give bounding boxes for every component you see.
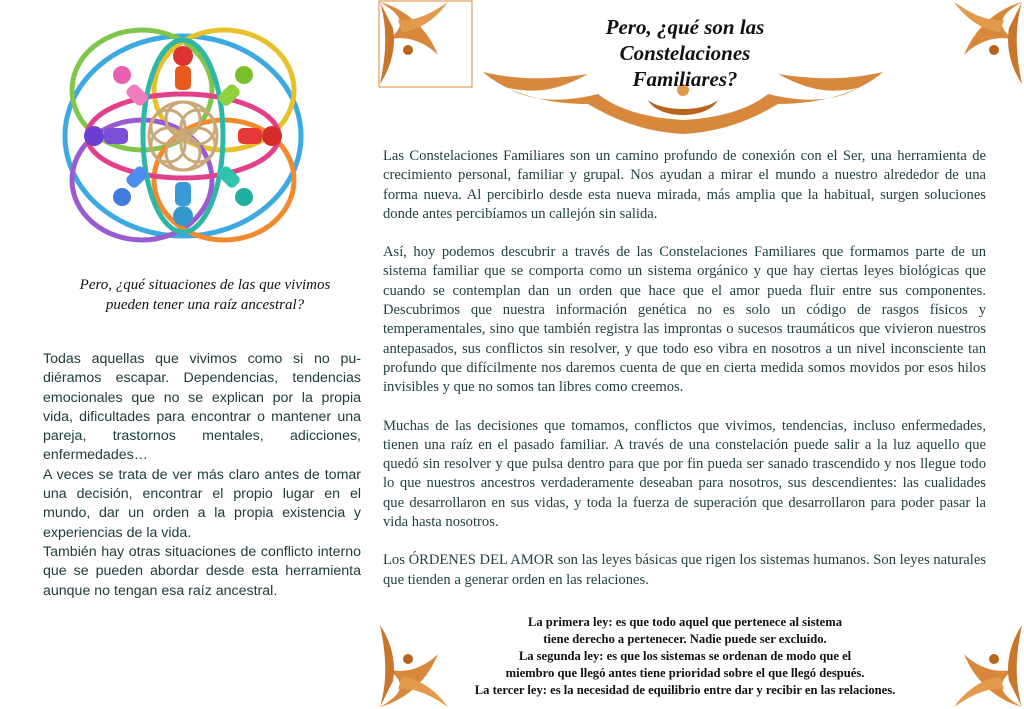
corner-ornament-top-left: [378, 0, 473, 88]
title-line-3: Familiares?: [632, 67, 738, 91]
corner-ornament-top-right: [930, 0, 1024, 88]
law-line-3: La segunda ley: es que los sistemas se ordenan de modo que el: [518, 649, 852, 663]
title-line-2: Constelaciones: [619, 41, 751, 65]
left-question-line-1: Pero, ¿qué situaciones de las que vivimos: [79, 277, 331, 293]
right-paragraph-4: Los ÓRDENES DEL AMOR son las leyes básicas que rigen los sistemas humanos. Son leyes naturales que tienden a generar orden en las relaciones.: [383, 552, 986, 588]
left-body-text: [43, 350, 361, 601]
law-line-2: tiene derecho a pertenecer. Nadie puede ser excluido.: [543, 632, 827, 646]
law-line-1: La primera ley: es que todo aquel que pertenece al sistema: [527, 615, 843, 629]
corner-ornament-bottom-right: [930, 622, 1024, 709]
left-question: [40, 275, 370, 315]
right-paragraph-1: Las Constelaciones Familiares son un camino profundo de conexión con el Ser, una herramienta de crecimiento personal, familiar y grupal. Nos ayudan a mirar el mundo a nuestro alrededor de una forma nueva. Al percibirlo desde esta nueva mirada, más amplia que la habitual, surgen soluciones donde antes percibíamos un callejón sin salida.: [383, 148, 986, 222]
left-panel: [0, 0, 375, 709]
mandala-image: [52, 20, 314, 252]
right-paragraph-3: Muchas de las decisiones que tomamos, conflictos que vivimos, tendencias, incluso enfermedades, tienen una raíz en el pasado familiar. A través de una constelación puede salir a la luz aquello que quedó sin resolver y que pulsa dentro para que por fin pueda ser sanado trascendido y nos llegue todo lo que nuestros ancestros verdaderamente deseaban para nosotros, sus descendientes: las cualidades que desarrollaron en sus vidas, y toda la fuerza de superación que desarrollaron para poder pasar la vida hasta nosotros.: [383, 417, 986, 531]
title-line-1: Pero, ¿qué son las: [605, 15, 765, 39]
right-paragraph-2: Así, hoy podemos descubrir a través de las Constelaciones Familiares que formamos parte de un sistema familiar que se comporta como un sistema orgánico y que hay ciertas leyes biológicas que cuando se contemplan dan un orden que hace que el amor pueda fluir entre sus componentes. Descubrimos que nuestra información genética no es solo un código de rasgos físicos y temperamentales, sino que también registra las improntas o sucesos traumáticos que vivieron nuestros antepasados, sus conflictos sin resolver, y que todo eso vibra en nosotros a un nivel inconsciente tan profundo que difícilmente nos daremos cuenta de que en cierta medida somos movidos por esos hilos invisibles y que no somos tan libres como creemos.: [383, 244, 986, 396]
left-paragraph-1: Todas aquellas que vivimos como si no pu-diéramos escapar. Dependencias, tendencias emocionales que no se explican por la propia vida, dificultades para encontrar o mantener una pareja, trastornos mentales, adicciones, enfermedades…: [43, 351, 361, 464]
left-paragraph-3: También hay otras situaciones de conflicto interno que se pueden abordar desde esta herramienta aunque no tengan esa raíz ancestral.: [43, 543, 361, 599]
law-line-4: miembro que llegó antes tiene prioridad sobre el que llegó después.: [505, 666, 865, 680]
left-question-line-2: pueden tener una raíz ancestral?: [105, 297, 305, 313]
page-title: [560, 14, 810, 92]
left-paragraph-2: A veces se trata de ver más claro antes de tomar una decisión, encontrar el propio lugar en el mundo, dar un orden a la propia existencia y experiencias de la vida.: [43, 466, 361, 541]
law-line-5: La tercer ley: es la necesidad de equilibrio entre dar y recibir en las relaciones.: [474, 683, 896, 697]
right-body-text: [383, 147, 986, 609]
laws-list: [440, 614, 930, 699]
